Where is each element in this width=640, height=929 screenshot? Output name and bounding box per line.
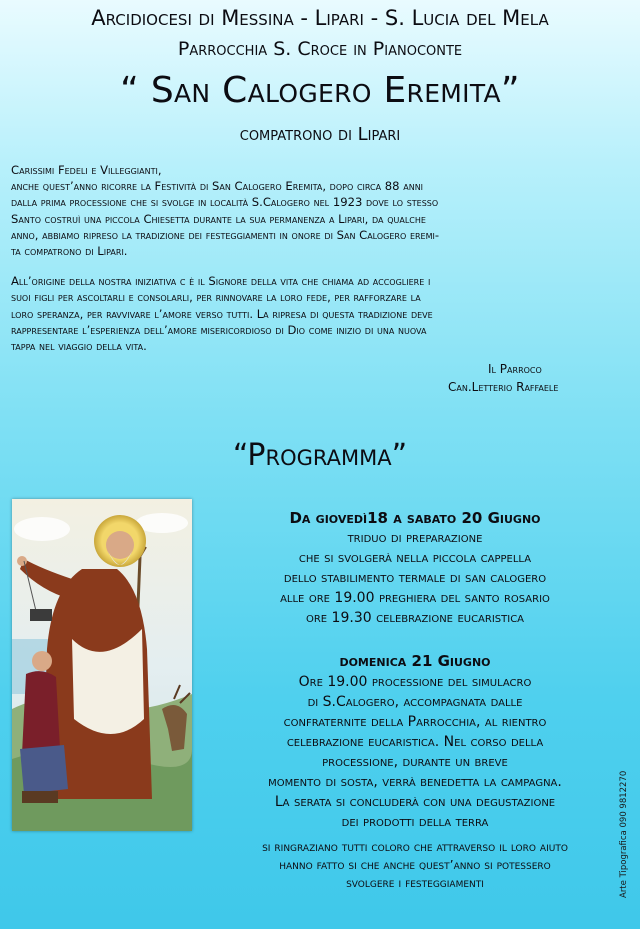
- program-line: processione, durante un breve: [322, 754, 508, 770]
- program-line: La serata si concluderà con una degustazione: [274, 794, 556, 810]
- intro-line: rappresentare l’esperienza dell’amore misericordioso di Dio come inizio di una nuova: [11, 322, 427, 337]
- event-title: “ San Calogero Eremita”: [120, 70, 520, 111]
- intro-line: ta compatrono di Lipari.: [11, 244, 128, 259]
- intro-letter: [11, 162, 631, 354]
- closing-line: svolgere i festeggiamenti: [346, 875, 484, 890]
- parish-heading: Parrocchia S. Croce in Pianoconte: [177, 38, 463, 60]
- section-1-heading: Da giovedì18 a sabato 20 Giugno: [289, 509, 541, 527]
- program-title: “Programma”: [232, 438, 408, 473]
- signature-name: Can.Letterio Raffaele: [448, 380, 559, 394]
- program-line: dei prodotti della terra: [341, 814, 489, 830]
- intro-line: Carissimi Fedeli e Villeggianti,: [11, 163, 162, 177]
- intro-paragraph-1: [11, 162, 631, 259]
- closing-line: hanno fatto si che anche quest’anno si potessero: [279, 857, 551, 872]
- intro-line: Santo costruì una piccola Chiesetta durante la sua permanenza a Lipari, da qualche: [11, 211, 426, 226]
- intro-paragraph-2: [11, 273, 631, 354]
- program-line: triduo di preparazione: [347, 530, 483, 546]
- program-section-1: [195, 508, 635, 628]
- printer-credit: Arte Tipografica 090 9812270: [619, 770, 629, 898]
- saint-illustration: [12, 499, 192, 831]
- saint-image: [12, 499, 192, 831]
- intro-line: suoi figli per ascoltarli e consolarli, per rinnovare la loro fede, per rafforzare la: [11, 290, 421, 305]
- program-line: alle ore 19.00 preghiera del santo rosario: [280, 590, 550, 606]
- event-subtitle: compatrono di Lipari: [239, 124, 401, 145]
- intro-line: All’origine della nostra iniziativa c è il Signore della vita che chiama ad accogliere i: [11, 274, 431, 289]
- program-line: che si svolgerà nella piccola cappella: [298, 550, 532, 566]
- signature-role: Il Parroco: [488, 362, 542, 376]
- program-line: celebrazione eucaristica. Nel corso della: [286, 734, 544, 750]
- intro-line: anno, abbiamo ripreso la tradizione dei festeggiamenti in onore di San Calogero eremi-: [11, 227, 440, 242]
- program-line: dello stabilimento termale di san calogero: [283, 570, 547, 586]
- program-line: di S.Calogero, accompagnata dalle: [307, 694, 523, 710]
- intro-line: anche quest’anno ricorre la Festività di San Calogero Eremita, dopo circa 88 anni: [11, 179, 424, 194]
- closing-thanks: [190, 838, 640, 892]
- intro-line: loro speranza, per ravvivare l’amore verso tutti. La ripresa di questa tradizione deve: [11, 306, 433, 321]
- program-line: confraternite della Parrocchia, al rientro: [283, 714, 547, 730]
- program-line: Ore 19.00 processione del simulacro: [298, 674, 532, 690]
- section-2-heading: domenica 21 Giugno: [339, 652, 491, 670]
- program-line: ore 19.30 celebrazione eucaristica: [305, 610, 525, 626]
- intro-line: dalla prima processione che si svolge in località S.Calogero nel 1923 dove lo stesso: [11, 195, 439, 210]
- closing-line: si ringraziano tutti coloro che attraverso il loro aiuto: [262, 839, 568, 854]
- intro-line: tappa nel viaggio della vita.: [11, 339, 147, 354]
- program-line: momento di sosta, verrà benedetta la campagna.: [268, 774, 562, 790]
- diocese-heading: Arcidiocesi di Messina - Lipari - S. Lucia del Mela: [91, 6, 549, 30]
- program-section-2: [195, 651, 635, 832]
